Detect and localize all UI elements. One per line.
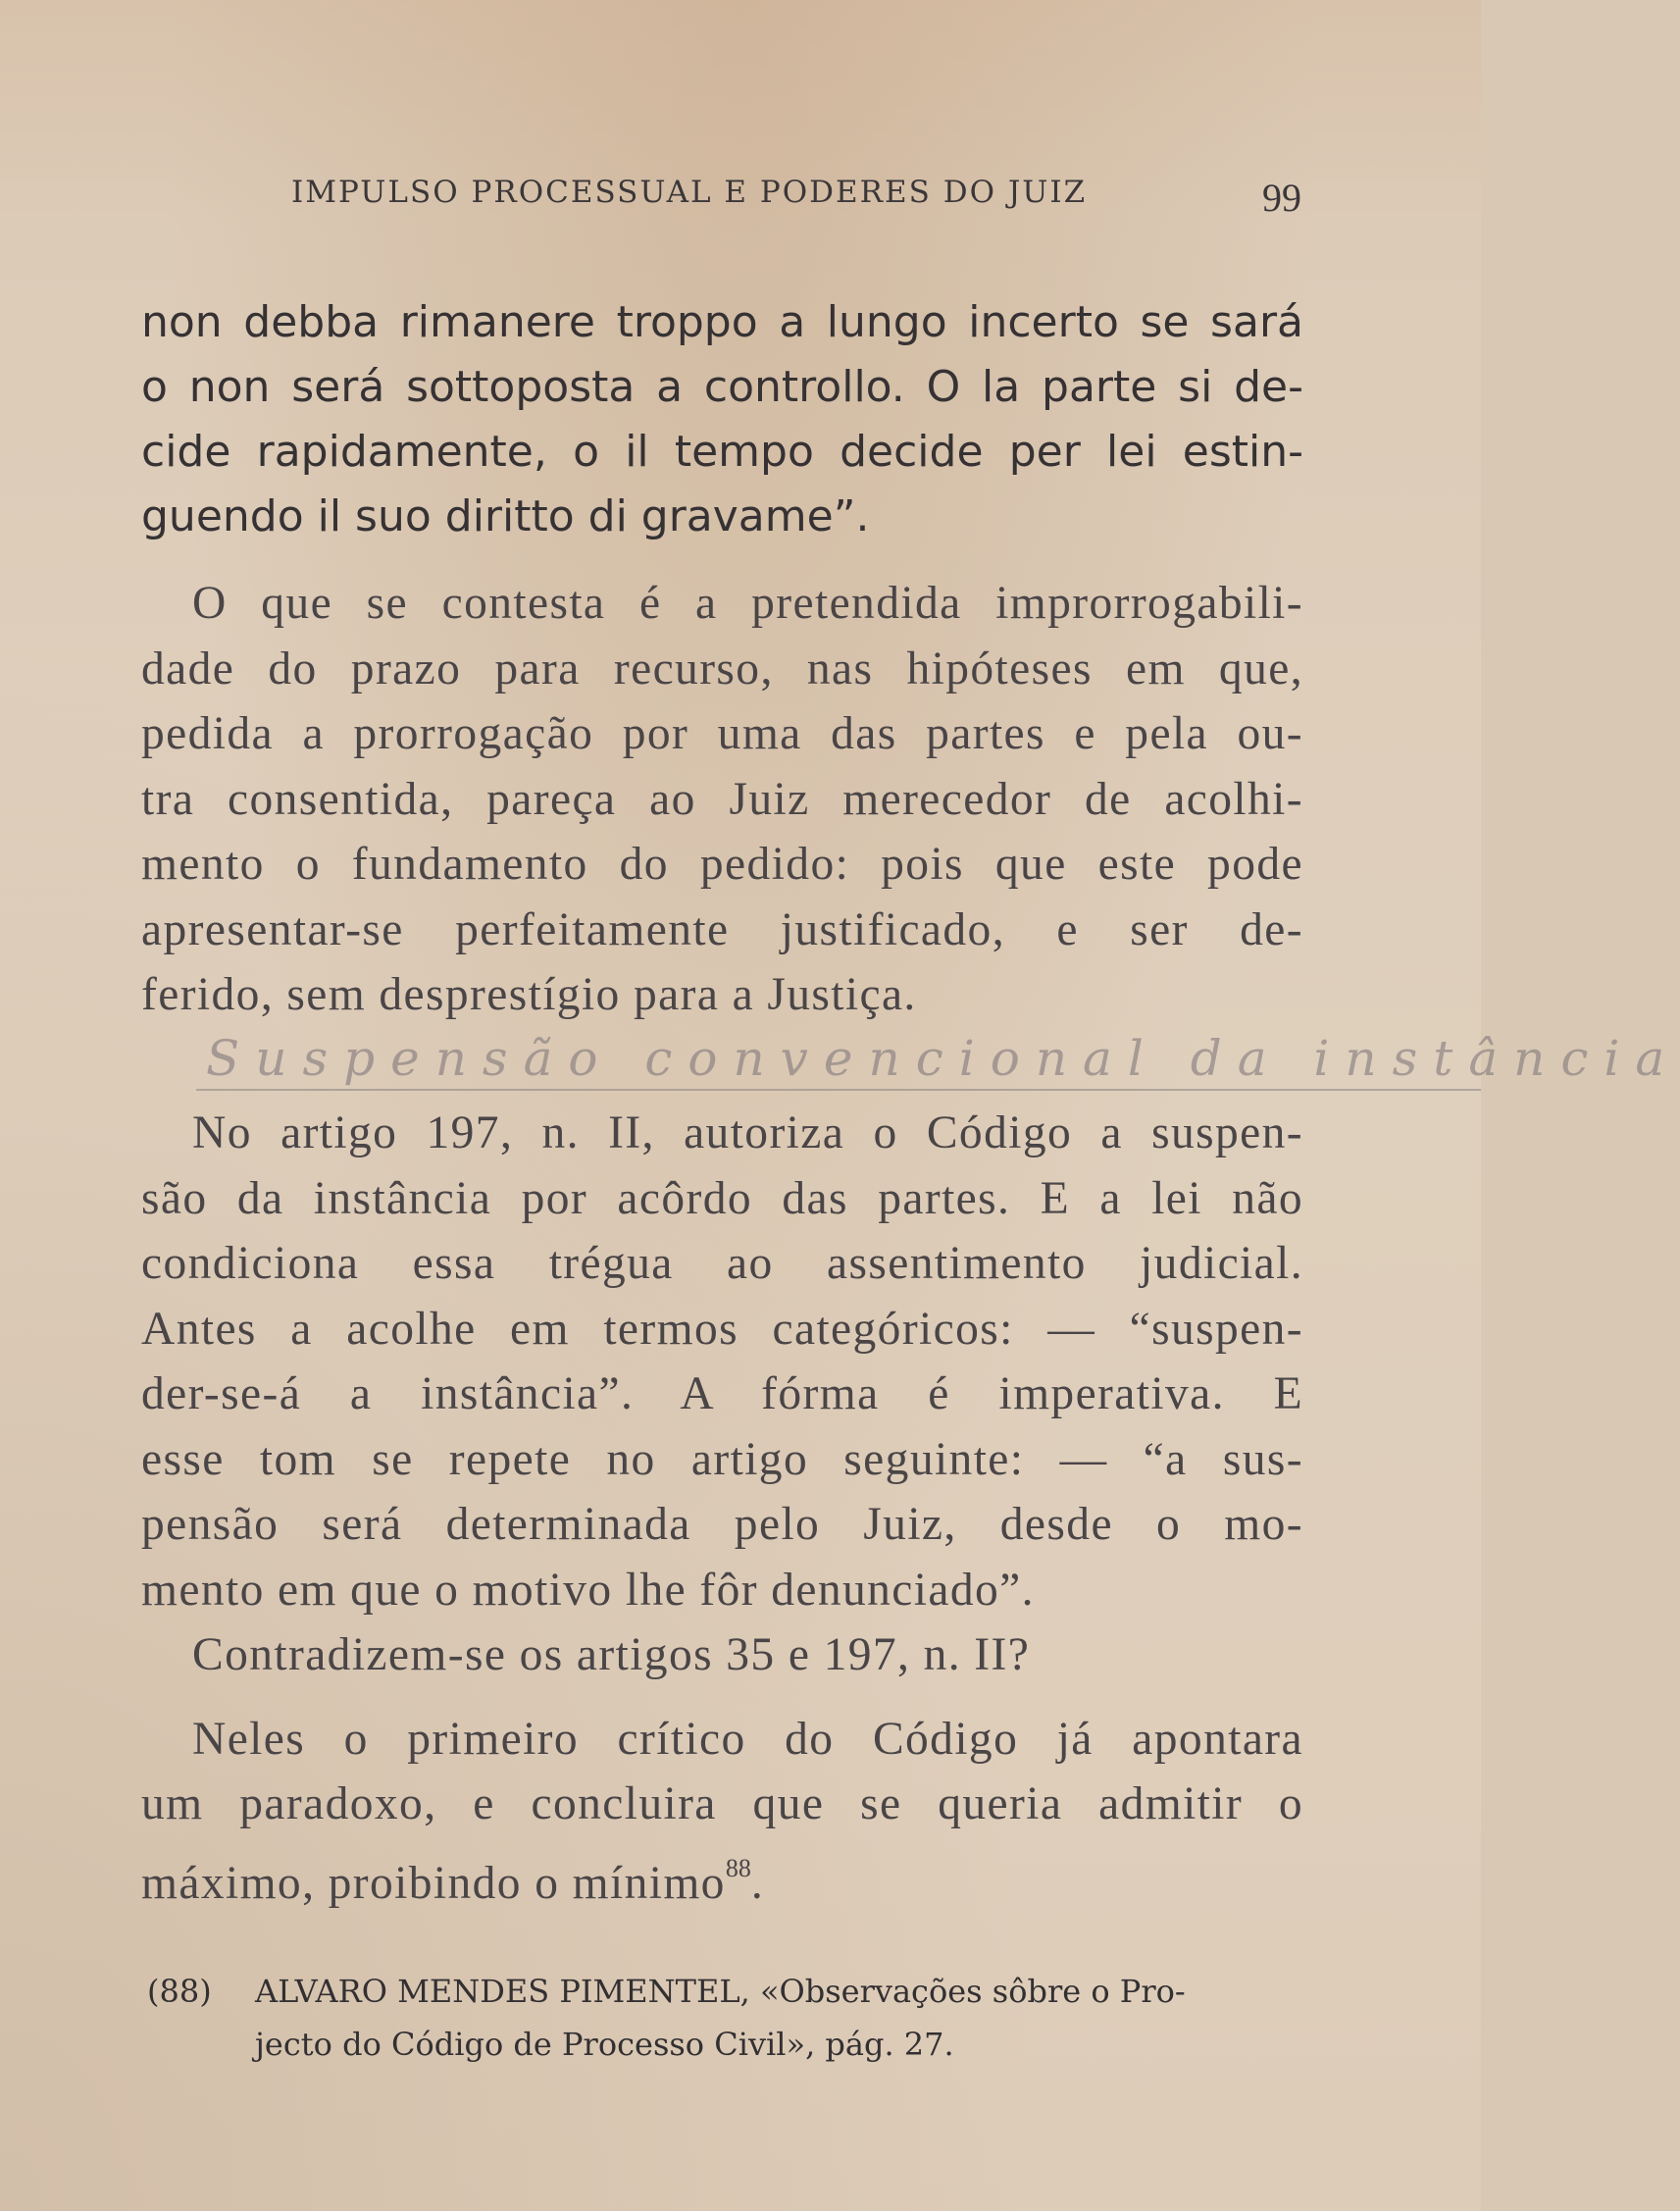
paragraph-line: No artigo 197, n. II, autoriza o Código a suspen- [192, 1107, 1303, 1158]
quote-line: non debba rimanere troppo a lungo incerto se sará [141, 297, 1303, 347]
paragraph-line: O que se contesta é a pretendida improrrogabili- [192, 578, 1303, 629]
footnote-line: ALVARO MENDES PIMENTEL, «Observações sôbre o Pro- [255, 1973, 1186, 2010]
paragraph-line: mento o fundamento do pedido: pois que este pode [141, 839, 1303, 890]
paragraph-line: Neles o primeiro crítico do Código já apontara [192, 1714, 1303, 1765]
running-title: IMPULSO PROCESSUAL E PODERES DO JUIZ [291, 175, 1088, 210]
paragraph-line: esse tom se repete no artigo seguinte: — “a sus- [141, 1433, 1303, 1485]
paragraph-line: tra consentida, pareça ao Juiz merecedor de acolhi- [141, 773, 1303, 825]
paragraph-line: Contradizem-se os artigos 35 e 197, n. II? [192, 1629, 1031, 1680]
handwritten-annotation [196, 1030, 1680, 1108]
paragraph-line: mento em que o motivo lhe fôr denunciado”. [141, 1564, 1035, 1616]
paragraph-line: pedida a prorrogação por uma das partes e pela ou- [141, 708, 1303, 759]
footnote-number: (88) [147, 1973, 212, 2010]
paragraph-line: Antes a acolhe em termos categóricos: — “suspen- [141, 1303, 1303, 1355]
footnote-line: jecto do Código de Processo Civil», pág. 27. [255, 2026, 954, 2063]
quote-line: cide rapidamente, o il tempo decide per lei estin- [141, 427, 1303, 477]
paragraph-2 [141, 1101, 1303, 1622]
quote-paragraph [141, 290, 1303, 549]
paragraph-line-text: máximo, proibindo o mínimo [141, 1858, 726, 1909]
handwritten-note-text: Suspensão convencional da instância [206, 1030, 1680, 1087]
paragraph-line [141, 1836, 1303, 1916]
running-head [291, 175, 1301, 233]
end-punctuation: . [750, 1858, 765, 1909]
paragraph-line: pensão será determinada pelo Juiz, desde o mo- [141, 1499, 1303, 1550]
paragraph-line: condiciona essa trégua ao assentimento judicial. [141, 1238, 1303, 1289]
paragraph-3 [141, 1628, 1303, 1681]
paragraph-1 [141, 571, 1303, 1028]
paragraph-4 [141, 1707, 1303, 1916]
quote-line: o non será sottoposta a controllo. O la parte si de- [141, 362, 1303, 412]
footnote [147, 1965, 1314, 2071]
paragraph-line: são da instância por acôrdo das partes. E a lei não [141, 1172, 1303, 1224]
page-number: 99 [1262, 176, 1301, 220]
paragraph-line: ferido, sem desprestígio para a Justiça. [141, 969, 917, 1020]
footnote-reference[interactable]: 88 [725, 1854, 751, 1882]
quote-line: guendo il suo diritto di gravame”. [141, 491, 870, 541]
paragraph-line: der-se-á a instância”. A fórma é imperativa. E [141, 1368, 1303, 1419]
handwritten-underline [196, 1089, 1481, 1091]
paragraph-line: apresentar-se perfeitamente justificado, e ser de- [141, 903, 1303, 955]
paragraph-line: um paradoxo, e concluira que se queria admitir o [141, 1778, 1303, 1829]
paragraph-line: dade do prazo para recurso, nas hipóteses em que, [141, 643, 1303, 694]
